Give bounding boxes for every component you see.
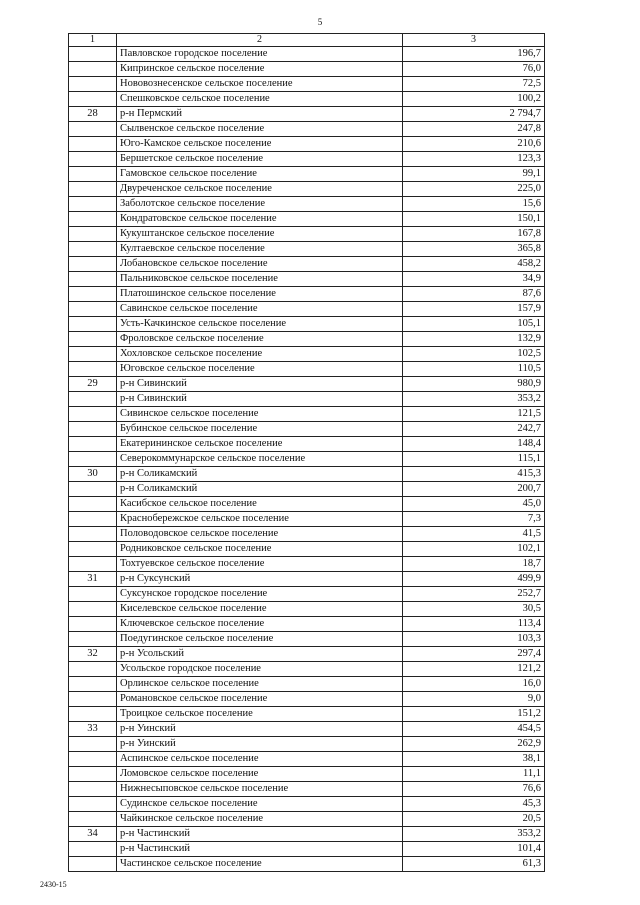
row-number-cell (69, 197, 117, 212)
row-number-cell (69, 182, 117, 197)
municipality-name-cell: р-н Соликамский (117, 482, 403, 497)
row-number-cell (69, 212, 117, 227)
amount-cell: 103,3 (403, 632, 545, 647)
amount-cell: 113,4 (403, 617, 545, 632)
municipality-name-cell: Орлинское сельское поселение (117, 677, 403, 692)
municipality-name-cell: Юговское сельское поселение (117, 362, 403, 377)
row-number-cell (69, 407, 117, 422)
table-row (69, 827, 545, 842)
table-row (69, 557, 545, 572)
amount-cell: 18,7 (403, 557, 545, 572)
table-row (69, 212, 545, 227)
municipality-name-cell: Половодовское сельское поселение (117, 527, 403, 542)
municipality-name-cell: р-н Уинский (117, 722, 403, 737)
document-code: 2430-15 (40, 880, 67, 889)
table-row (69, 752, 545, 767)
municipality-name-cell: Частинское сельское поселение (117, 857, 403, 872)
table-row (69, 857, 545, 872)
municipality-name-cell: Тохтуевское сельское поселение (117, 557, 403, 572)
table-row (69, 332, 545, 347)
amount-cell: 148,4 (403, 437, 545, 452)
amount-cell: 499,9 (403, 572, 545, 587)
amount-cell: 38,1 (403, 752, 545, 767)
municipality-name-cell: р-н Пермский (117, 107, 403, 122)
municipality-name-cell: Фроловское сельское поселение (117, 332, 403, 347)
amount-cell: 210,6 (403, 137, 545, 152)
table-row (69, 662, 545, 677)
municipality-name-cell: Чайкинское сельское поселение (117, 812, 403, 827)
amount-cell: 200,7 (403, 482, 545, 497)
row-number-cell (69, 62, 117, 77)
amount-cell: 20,5 (403, 812, 545, 827)
row-number-cell: 34 (69, 827, 117, 842)
table-row (69, 632, 545, 647)
amount-cell: 167,8 (403, 227, 545, 242)
row-number-cell (69, 707, 117, 722)
table-row (69, 182, 545, 197)
table-row (69, 152, 545, 167)
table-row (69, 272, 545, 287)
table-row (69, 572, 545, 587)
municipality-name-cell: Троицкое сельское поселение (117, 707, 403, 722)
amount-cell: 30,5 (403, 602, 545, 617)
amount-cell: 102,5 (403, 347, 545, 362)
row-number-cell (69, 557, 117, 572)
municipality-name-cell: Хохловское сельское поселение (117, 347, 403, 362)
row-number-cell (69, 482, 117, 497)
municipality-name-cell: Касибское сельское поселение (117, 497, 403, 512)
municipality-name-cell: Кондратовское сельское поселение (117, 212, 403, 227)
amount-cell: 121,5 (403, 407, 545, 422)
table-row (69, 422, 545, 437)
amount-cell: 102,1 (403, 542, 545, 557)
table-row (69, 587, 545, 602)
municipality-name-cell: Платошинское сельское поселение (117, 287, 403, 302)
amount-cell: 353,2 (403, 392, 545, 407)
row-number-cell (69, 92, 117, 107)
municipality-name-cell: р-н Частинский (117, 842, 403, 857)
row-number-cell (69, 347, 117, 362)
municipality-name-cell: Сылвенское сельское поселение (117, 122, 403, 137)
amount-cell: 458,2 (403, 257, 545, 272)
column-header-2: 2 (117, 34, 403, 47)
municipality-name-cell: Двуреченское сельское поселение (117, 182, 403, 197)
table-row (69, 257, 545, 272)
row-number-cell (69, 617, 117, 632)
amount-cell: 76,0 (403, 62, 545, 77)
table-row (69, 782, 545, 797)
municipality-name-cell: р-н Уинский (117, 737, 403, 752)
table-row (69, 317, 545, 332)
table-row (69, 347, 545, 362)
municipality-name-cell: Сивинское сельское поселение (117, 407, 403, 422)
table-row (69, 47, 545, 62)
row-number-cell (69, 137, 117, 152)
table-row (69, 602, 545, 617)
amount-cell: 72,5 (403, 77, 545, 92)
row-number-cell: 33 (69, 722, 117, 737)
amount-cell: 365,8 (403, 242, 545, 257)
row-number-cell (69, 152, 117, 167)
row-number-cell (69, 122, 117, 137)
table-row (69, 452, 545, 467)
municipality-name-cell: Лобановское сельское поселение (117, 257, 403, 272)
municipality-name-cell: Нововознесенское сельское поселение (117, 77, 403, 92)
municipality-name-cell: Усть-Качкинское сельское поселение (117, 317, 403, 332)
amount-cell: 247,8 (403, 122, 545, 137)
amount-cell: 15,6 (403, 197, 545, 212)
amount-cell: 41,5 (403, 527, 545, 542)
row-number-cell (69, 77, 117, 92)
municipality-name-cell: Киселевское сельское поселение (117, 602, 403, 617)
row-number-cell: 31 (69, 572, 117, 587)
table-row (69, 377, 545, 392)
amount-cell: 9,0 (403, 692, 545, 707)
row-number-cell: 30 (69, 467, 117, 482)
amount-cell: 252,7 (403, 587, 545, 602)
table-row (69, 692, 545, 707)
row-number-cell (69, 527, 117, 542)
municipality-name-cell: Юго-Камское сельское поселение (117, 137, 403, 152)
row-number-cell (69, 782, 117, 797)
table-row (69, 812, 545, 827)
table-row (69, 842, 545, 857)
municipality-name-cell: р-н Суксунский (117, 572, 403, 587)
table-row (69, 677, 545, 692)
table-row (69, 527, 545, 542)
municipality-name-cell: Северокоммунарское сельское поселение (117, 452, 403, 467)
amount-cell: 132,9 (403, 332, 545, 347)
row-number-cell: 32 (69, 647, 117, 662)
table-row (69, 302, 545, 317)
amount-cell: 121,2 (403, 662, 545, 677)
table-row (69, 647, 545, 662)
column-header-1: 1 (69, 34, 117, 47)
municipality-name-cell: Поедугинское сельское поселение (117, 632, 403, 647)
row-number-cell (69, 542, 117, 557)
table-row (69, 707, 545, 722)
amount-cell: 16,0 (403, 677, 545, 692)
municipality-name-cell: Савинское сельское поселение (117, 302, 403, 317)
row-number-cell (69, 332, 117, 347)
amount-cell: 157,9 (403, 302, 545, 317)
row-number-cell (69, 602, 117, 617)
row-number-cell (69, 422, 117, 437)
row-number-cell (69, 227, 117, 242)
table-row (69, 362, 545, 377)
amount-cell: 225,0 (403, 182, 545, 197)
amount-cell: 110,5 (403, 362, 545, 377)
amount-cell: 61,3 (403, 857, 545, 872)
municipality-name-cell: Култаевское сельское поселение (117, 242, 403, 257)
municipality-name-cell: Нижнесыповское сельское поселение (117, 782, 403, 797)
table-row (69, 137, 545, 152)
row-number-cell (69, 512, 117, 527)
municipality-name-cell: Заболотское сельское поселение (117, 197, 403, 212)
amount-cell: 76,6 (403, 782, 545, 797)
table-row (69, 107, 545, 122)
municipality-name-cell: р-н Сивинский (117, 392, 403, 407)
amount-cell: 151,2 (403, 707, 545, 722)
municipality-name-cell: Бершетское сельское поселение (117, 152, 403, 167)
row-number-cell: 28 (69, 107, 117, 122)
amount-cell: 7,3 (403, 512, 545, 527)
amount-cell: 150,1 (403, 212, 545, 227)
amount-cell: 101,4 (403, 842, 545, 857)
municipality-name-cell: Усольское городское поселение (117, 662, 403, 677)
amount-cell: 196,7 (403, 47, 545, 62)
table-row (69, 62, 545, 77)
municipality-name-cell: р-н Сивинский (117, 377, 403, 392)
table-body (69, 47, 545, 872)
table-row (69, 722, 545, 737)
row-number-cell (69, 242, 117, 257)
municipality-name-cell: р-н Усольский (117, 647, 403, 662)
amount-cell: 45,3 (403, 797, 545, 812)
row-number-cell (69, 677, 117, 692)
municipality-name-cell: р-н Соликамский (117, 467, 403, 482)
row-number-cell (69, 272, 117, 287)
table-row (69, 617, 545, 632)
amount-cell: 34,9 (403, 272, 545, 287)
amount-cell: 123,3 (403, 152, 545, 167)
amount-cell: 262,9 (403, 737, 545, 752)
table-row (69, 542, 545, 557)
amount-cell: 297,4 (403, 647, 545, 662)
row-number-cell (69, 692, 117, 707)
row-number-cell (69, 257, 117, 272)
amount-cell: 45,0 (403, 497, 545, 512)
municipality-name-cell: Романовское сельское поселение (117, 692, 403, 707)
amount-cell: 2 794,7 (403, 107, 545, 122)
row-number-cell (69, 842, 117, 857)
municipality-name-cell: Ключевское сельское поселение (117, 617, 403, 632)
table-header-row (69, 34, 545, 47)
municipality-name-cell: Ломовское сельское поселение (117, 767, 403, 782)
amount-cell: 353,2 (403, 827, 545, 842)
municipality-name-cell: Суксунское городское поселение (117, 587, 403, 602)
row-number-cell (69, 632, 117, 647)
municipality-name-cell: Родниковское сельское поселение (117, 542, 403, 557)
table-row (69, 92, 545, 107)
page-number: 5 (317, 17, 323, 27)
row-number-cell (69, 47, 117, 62)
municipality-name-cell: Павловское городское поселение (117, 47, 403, 62)
row-number-cell (69, 737, 117, 752)
municipality-name-cell: Аспинское сельское поселение (117, 752, 403, 767)
table-row (69, 407, 545, 422)
table-row (69, 242, 545, 257)
row-number-cell (69, 497, 117, 512)
column-header-3: 3 (403, 34, 545, 47)
table-row (69, 437, 545, 452)
amount-cell: 99,1 (403, 167, 545, 182)
data-table (68, 33, 545, 872)
table-row (69, 77, 545, 92)
row-number-cell (69, 452, 117, 467)
table-row (69, 392, 545, 407)
amount-cell: 100,2 (403, 92, 545, 107)
municipality-name-cell: р-н Частинский (117, 827, 403, 842)
row-number-cell (69, 302, 117, 317)
row-number-cell (69, 797, 117, 812)
row-number-cell (69, 287, 117, 302)
municipality-name-cell: Бубинское сельское поселение (117, 422, 403, 437)
table-row (69, 497, 545, 512)
amount-cell: 242,7 (403, 422, 545, 437)
table-row (69, 227, 545, 242)
amount-cell: 415,3 (403, 467, 545, 482)
municipality-name-cell: Екатерининское сельское поселение (117, 437, 403, 452)
table-row (69, 122, 545, 137)
amount-cell: 115,1 (403, 452, 545, 467)
table-row (69, 797, 545, 812)
amount-cell: 87,6 (403, 287, 545, 302)
amount-cell: 105,1 (403, 317, 545, 332)
municipality-name-cell: Пальниковское сельское поселение (117, 272, 403, 287)
row-number-cell: 29 (69, 377, 117, 392)
municipality-name-cell: Спешковское сельское поселение (117, 92, 403, 107)
row-number-cell (69, 662, 117, 677)
row-number-cell (69, 767, 117, 782)
table-row (69, 467, 545, 482)
row-number-cell (69, 167, 117, 182)
row-number-cell (69, 752, 117, 767)
amount-cell: 980,9 (403, 377, 545, 392)
municipality-name-cell: Судинское сельское поселение (117, 797, 403, 812)
table-row (69, 197, 545, 212)
amount-cell: 11,1 (403, 767, 545, 782)
row-number-cell (69, 812, 117, 827)
row-number-cell (69, 317, 117, 332)
row-number-cell (69, 437, 117, 452)
municipality-name-cell: Краснобережское сельское поселение (117, 512, 403, 527)
municipality-name-cell: Кипринское сельское поселение (117, 62, 403, 77)
row-number-cell (69, 392, 117, 407)
row-number-cell (69, 587, 117, 602)
row-number-cell (69, 362, 117, 377)
table-row (69, 287, 545, 302)
table-row (69, 482, 545, 497)
amount-cell: 454,5 (403, 722, 545, 737)
row-number-cell (69, 857, 117, 872)
table-row (69, 512, 545, 527)
table-row (69, 767, 545, 782)
municipality-name-cell: Кукуштанское сельское поселение (117, 227, 403, 242)
table-row (69, 737, 545, 752)
municipality-name-cell: Гамовское сельское поселение (117, 167, 403, 182)
table-row (69, 167, 545, 182)
